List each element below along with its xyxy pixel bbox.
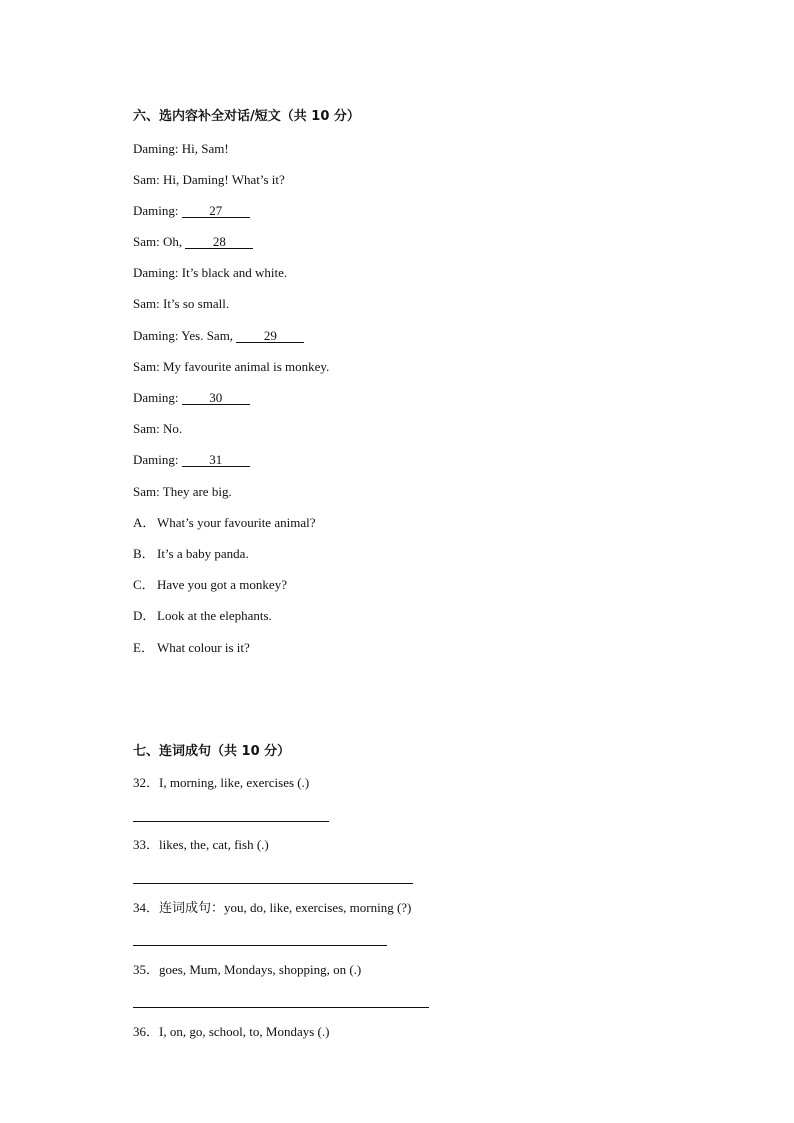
dialogue-text: It’s so small. bbox=[162, 296, 230, 311]
answer-line-35[interactable] bbox=[133, 1007, 429, 1008]
option-text: Look at the elephants. bbox=[157, 608, 272, 623]
blank-29[interactable]: 29 bbox=[236, 329, 304, 343]
question-text: I, on, go, school, to, Mondays (.) bbox=[159, 1024, 330, 1039]
question-32 bbox=[133, 775, 309, 791]
answer-line-32[interactable] bbox=[133, 821, 329, 822]
speaker: Sam: bbox=[133, 296, 160, 311]
blank-27[interactable]: 27 bbox=[182, 204, 250, 218]
question-35 bbox=[133, 962, 361, 978]
option-letter: E． bbox=[133, 640, 154, 655]
speaker: Sam: bbox=[133, 234, 160, 249]
question-number: 32． bbox=[133, 775, 160, 790]
question-number: 35． bbox=[133, 962, 160, 977]
speaker: Daming: bbox=[133, 452, 179, 467]
option-e bbox=[133, 640, 250, 656]
section-7-heading: 七、连词成句（共 10 分） bbox=[133, 744, 291, 759]
speaker: Daming: bbox=[133, 328, 179, 343]
dialogue-line bbox=[133, 172, 285, 188]
dialogue-line bbox=[133, 421, 182, 437]
option-d bbox=[133, 608, 272, 624]
question-36 bbox=[133, 1024, 329, 1040]
dialogue-line bbox=[133, 203, 250, 219]
question-text: likes, the, cat, fish (.) bbox=[159, 837, 269, 852]
dialogue-line bbox=[133, 328, 304, 344]
option-text: What colour is it? bbox=[157, 640, 250, 655]
dialogue-line bbox=[133, 234, 253, 250]
question-text: goes, Mum, Mondays, shopping, on (.) bbox=[159, 962, 362, 977]
question-number: 36． bbox=[133, 1024, 160, 1039]
question-text: 连词成句：you, do, like, exercises, morning (?) bbox=[159, 900, 412, 915]
dialogue-text: No. bbox=[162, 421, 183, 436]
dialogue-line bbox=[133, 265, 287, 281]
question-text: I, morning, like, exercises (.) bbox=[159, 775, 310, 790]
dialogue-text: My favourite animal is monkey. bbox=[162, 359, 330, 374]
dialogue-text: Oh, bbox=[162, 234, 183, 249]
dialogue-text: Yes. Sam, bbox=[181, 328, 234, 343]
option-text: Have you got a monkey? bbox=[157, 577, 287, 592]
option-text: What’s your favourite animal? bbox=[157, 515, 316, 530]
dialogue-text: Hi, Sam! bbox=[181, 141, 229, 156]
speaker: Sam: bbox=[133, 172, 160, 187]
question-number: 33． bbox=[133, 837, 160, 852]
dialogue-line bbox=[133, 390, 250, 406]
dialogue-line bbox=[133, 452, 250, 468]
question-33 bbox=[133, 837, 269, 853]
speaker: Sam: bbox=[133, 421, 160, 436]
section-6-heading: 六、选内容补全对话/短文（共 10 分） bbox=[133, 109, 360, 124]
dialogue-text: They are big. bbox=[162, 484, 232, 499]
speaker: Daming: bbox=[133, 141, 179, 156]
dialogue-line bbox=[133, 484, 232, 500]
blank-30[interactable]: 30 bbox=[182, 391, 250, 405]
option-letter: A． bbox=[133, 515, 156, 530]
option-letter: D． bbox=[133, 608, 156, 623]
answer-line-34[interactable] bbox=[133, 945, 387, 946]
answer-line-33[interactable] bbox=[133, 883, 413, 884]
blank-28[interactable]: 28 bbox=[185, 235, 253, 249]
question-34 bbox=[133, 900, 411, 916]
option-letter: B． bbox=[133, 546, 155, 561]
dialogue-line bbox=[133, 296, 229, 312]
dialogue-text: It’s black and white. bbox=[181, 265, 288, 280]
dialogue-text: Hi, Daming! What’s it? bbox=[162, 172, 285, 187]
dialogue-line bbox=[133, 359, 329, 375]
option-a bbox=[133, 515, 315, 531]
blank-31[interactable]: 31 bbox=[182, 453, 250, 467]
speaker: Sam: bbox=[133, 359, 160, 374]
speaker: Daming: bbox=[133, 390, 179, 405]
option-letter: C． bbox=[133, 577, 155, 592]
option-c bbox=[133, 577, 287, 593]
speaker: Sam: bbox=[133, 484, 160, 499]
option-b bbox=[133, 546, 249, 562]
option-text: It’s a baby panda. bbox=[157, 546, 249, 561]
speaker: Daming: bbox=[133, 203, 179, 218]
speaker: Daming: bbox=[133, 265, 179, 280]
dialogue-line bbox=[133, 141, 229, 157]
question-number: 34． bbox=[133, 900, 160, 915]
